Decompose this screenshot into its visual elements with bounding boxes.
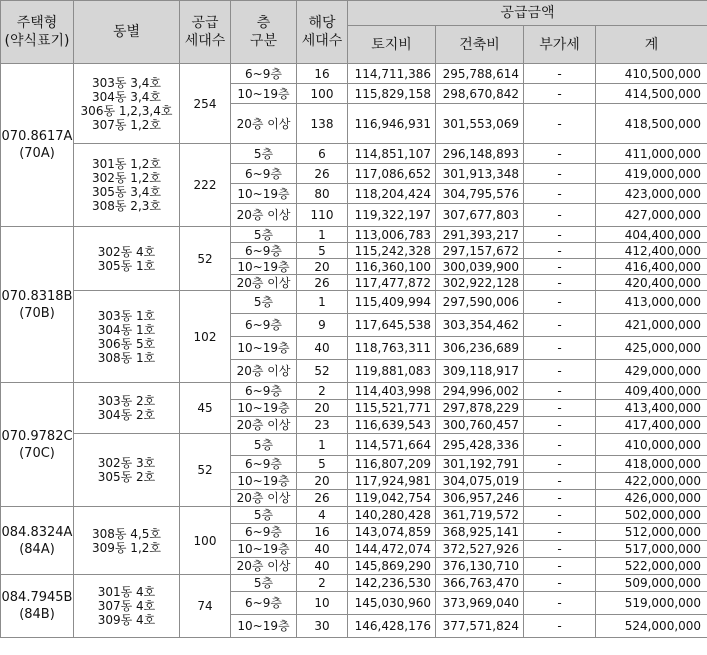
building-cost-cell: 302,922,128 (436, 275, 524, 291)
supply-units-cell: 45 (180, 383, 231, 434)
table-row (1, 291, 707, 314)
land-cost-cell: 119,881,083 (348, 360, 436, 383)
vat-cell: - (524, 259, 596, 275)
units-cell: 138 (297, 104, 348, 144)
building-cost-cell: 373,969,040 (436, 592, 524, 615)
total-price-cell: 413,400,000 (596, 400, 707, 417)
dong-label: 308동 2,3호 (92, 199, 161, 213)
land-cost-cell: 116,360,100 (348, 259, 436, 275)
vat-cell: - (524, 507, 596, 524)
dong-cell (74, 575, 180, 638)
units-cell: 40 (297, 337, 348, 360)
land-cost-cell: 114,851,107 (348, 144, 436, 164)
dong-label: 301동 1,2호 (92, 157, 161, 171)
units-cell: 100 (297, 84, 348, 104)
total-price-cell: 404,400,000 (596, 227, 707, 243)
dong-label: 303동 1호 (97, 308, 156, 323)
floor-cell: 5층 (231, 575, 297, 592)
land-cost-cell: 118,763,311 (348, 337, 436, 360)
vat-cell: - (524, 204, 596, 227)
dong-label: 305동 2호 (97, 470, 156, 484)
floor-cell: 10~19층 (231, 400, 297, 417)
vat-cell: - (524, 383, 596, 400)
dong-label: 302동 1,2호 (92, 171, 161, 185)
vat-cell: - (524, 291, 596, 314)
units-cell: 20 (297, 473, 348, 490)
total-price-cell: 414,500,000 (596, 84, 707, 104)
supply-units-cell: 254 (180, 64, 231, 144)
unit-type-short: (84B) (19, 607, 55, 622)
building-cost-cell: 307,677,803 (436, 204, 524, 227)
total-price-cell: 413,000,000 (596, 291, 707, 314)
floor-cell: 20층 이상 (231, 490, 297, 507)
total-price-cell: 416,400,000 (596, 259, 707, 275)
dong-cell (74, 383, 180, 434)
building-cost-cell: 376,130,710 (436, 558, 524, 575)
vat-cell: - (524, 104, 596, 144)
land-cost-cell: 117,477,872 (348, 275, 436, 291)
vat-cell: - (524, 541, 596, 558)
building-cost-cell: 301,913,348 (436, 164, 524, 184)
header-land: 토지비 (348, 26, 436, 64)
floor-cell: 20층 이상 (231, 275, 297, 291)
units-cell: 26 (297, 164, 348, 184)
unit-type-code: 084.7945B (1, 590, 73, 605)
total-price-cell: 418,500,000 (596, 104, 707, 144)
dong-label: 305동 1호 (97, 258, 156, 273)
table-row (1, 144, 707, 164)
unit-type-cell (1, 383, 74, 507)
building-cost-cell: 295,788,614 (436, 64, 524, 84)
building-cost-cell: 304,795,576 (436, 184, 524, 204)
unit-type-short: (70B) (19, 305, 55, 321)
vat-cell: - (524, 417, 596, 434)
land-cost-cell: 142,236,530 (348, 575, 436, 592)
floor-cell: 6~9층 (231, 592, 297, 615)
total-price-cell: 409,400,000 (596, 383, 707, 400)
vat-cell: - (524, 314, 596, 337)
header-floor: 층 구분 (231, 1, 297, 64)
unit-type-code: 070.9782C (1, 428, 73, 444)
unit-type-code: 070.8617A (1, 129, 73, 144)
floor-cell: 5층 (231, 227, 297, 243)
total-price-cell: 509,000,000 (596, 575, 707, 592)
floor-cell: 10~19층 (231, 473, 297, 490)
total-price-cell: 412,400,000 (596, 243, 707, 259)
floor-cell: 10~19층 (231, 259, 297, 275)
total-price-cell: 410,000,000 (596, 434, 707, 456)
floor-cell: 6~9층 (231, 243, 297, 259)
floor-cell: 5층 (231, 507, 297, 524)
floor-cell: 5층 (231, 144, 297, 164)
units-cell: 1 (297, 434, 348, 456)
building-cost-cell: 368,925,141 (436, 524, 524, 541)
dong-cell (74, 144, 180, 227)
header-type: 주택형 (약식표기) (1, 1, 74, 64)
units-cell: 6 (297, 144, 348, 164)
supply-units-cell: 52 (180, 434, 231, 507)
vat-cell: - (524, 592, 596, 615)
total-price-cell: 421,000,000 (596, 314, 707, 337)
units-cell: 52 (297, 360, 348, 383)
dong-cell (74, 434, 180, 507)
building-cost-cell: 306,236,689 (436, 337, 524, 360)
dong-label: 307동 1,2호 (92, 117, 161, 132)
header-building: 건축비 (436, 26, 524, 64)
table-row (1, 383, 707, 400)
building-cost-cell: 294,996,002 (436, 383, 524, 400)
dong-label: 309동 1,2호 (92, 540, 161, 555)
floor-cell: 10~19층 (231, 184, 297, 204)
building-cost-cell: 300,039,900 (436, 259, 524, 275)
table-row (1, 507, 707, 524)
land-cost-cell: 116,946,931 (348, 104, 436, 144)
floor-cell: 6~9층 (231, 524, 297, 541)
building-cost-cell: 298,670,842 (436, 84, 524, 104)
land-cost-cell: 116,807,209 (348, 456, 436, 473)
total-price-cell: 411,000,000 (596, 144, 707, 164)
units-cell: 16 (297, 64, 348, 84)
floor-cell: 10~19층 (231, 541, 297, 558)
land-cost-cell: 116,639,543 (348, 417, 436, 434)
building-cost-cell: 297,157,672 (436, 243, 524, 259)
table-row (1, 575, 707, 592)
building-cost-cell: 306,957,246 (436, 490, 524, 507)
units-cell: 4 (297, 507, 348, 524)
total-price-cell: 422,000,000 (596, 473, 707, 490)
dong-cell (74, 507, 180, 575)
table-row (1, 64, 707, 84)
floor-cell: 6~9층 (231, 164, 297, 184)
dong-label: 307동 4호 (97, 599, 156, 613)
floor-cell: 10~19층 (231, 84, 297, 104)
building-cost-cell: 291,393,217 (436, 227, 524, 243)
land-cost-cell: 115,242,328 (348, 243, 436, 259)
header-amount-group: 공급금액 (348, 1, 707, 26)
vat-cell: - (524, 456, 596, 473)
dong-label: 304동 2호 (97, 408, 156, 422)
land-cost-cell: 144,472,074 (348, 541, 436, 558)
unit-type-code: 070.8318B (1, 288, 73, 304)
land-cost-cell: 115,521,771 (348, 400, 436, 417)
land-cost-cell: 115,409,994 (348, 291, 436, 314)
land-cost-cell: 117,645,538 (348, 314, 436, 337)
building-cost-cell: 361,719,572 (436, 507, 524, 524)
total-price-cell: 417,400,000 (596, 417, 707, 434)
vat-cell: - (524, 490, 596, 507)
units-cell: 10 (297, 592, 348, 615)
building-cost-cell: 301,192,791 (436, 456, 524, 473)
units-cell: 110 (297, 204, 348, 227)
units-cell: 20 (297, 259, 348, 275)
building-cost-cell: 301,553,069 (436, 104, 524, 144)
building-cost-cell: 303,354,462 (436, 314, 524, 337)
building-cost-cell: 295,428,336 (436, 434, 524, 456)
total-price-cell: 519,000,000 (596, 592, 707, 615)
units-cell: 9 (297, 314, 348, 337)
dong-label: 302동 4호 (97, 244, 156, 259)
dong-label: 303동 3,4호 (92, 75, 161, 90)
floor-cell: 5층 (231, 434, 297, 456)
dong-label: 306동 1,2,3,4호 (80, 103, 173, 118)
vat-cell: - (524, 184, 596, 204)
unit-type-short: (84A) (19, 541, 55, 557)
floor-cell: 10~19층 (231, 615, 297, 638)
land-cost-cell: 114,711,386 (348, 64, 436, 84)
dong-label: 304동 3,4호 (92, 89, 161, 104)
header-vat: 부가세 (524, 26, 596, 64)
vat-cell: - (524, 524, 596, 541)
floor-cell: 6~9층 (231, 456, 297, 473)
land-cost-cell: 145,869,290 (348, 558, 436, 575)
vat-cell: - (524, 360, 596, 383)
vat-cell: - (524, 434, 596, 456)
floor-cell: 20층 이상 (231, 104, 297, 144)
dong-label: 306동 5호 (97, 336, 156, 351)
unit-type-cell (1, 575, 74, 638)
total-price-cell: 419,000,000 (596, 164, 707, 184)
total-price-cell: 427,000,000 (596, 204, 707, 227)
vat-cell: - (524, 64, 596, 84)
floor-cell: 10~19층 (231, 337, 297, 360)
dong-label: 304동 1호 (97, 322, 156, 337)
total-price-cell: 426,000,000 (596, 490, 707, 507)
land-cost-cell: 146,428,176 (348, 615, 436, 638)
dong-label: 302동 3호 (97, 456, 156, 470)
vat-cell: - (524, 615, 596, 638)
unit-type-cell (1, 64, 74, 227)
unit-type-cell (1, 227, 74, 383)
vat-cell: - (524, 337, 596, 360)
building-cost-cell: 297,878,229 (436, 400, 524, 417)
vat-cell: - (524, 575, 596, 592)
units-cell: 5 (297, 456, 348, 473)
units-cell: 40 (297, 541, 348, 558)
units-cell: 2 (297, 575, 348, 592)
land-cost-cell: 117,086,652 (348, 164, 436, 184)
dong-label: 309동 4호 (97, 613, 156, 627)
floor-cell: 20층 이상 (231, 204, 297, 227)
floor-cell: 20층 이상 (231, 360, 297, 383)
vat-cell: - (524, 400, 596, 417)
units-cell: 1 (297, 291, 348, 314)
land-cost-cell: 145,030,960 (348, 592, 436, 615)
table-row (1, 227, 707, 243)
vat-cell: - (524, 84, 596, 104)
units-cell: 26 (297, 490, 348, 507)
header-units: 해당 세대수 (297, 1, 348, 64)
unit-type-short: (70A) (19, 146, 55, 161)
header-dong: 동별 (74, 1, 180, 64)
land-cost-cell: 119,042,754 (348, 490, 436, 507)
floor-cell: 5층 (231, 291, 297, 314)
building-cost-cell: 377,571,824 (436, 615, 524, 638)
building-cost-cell: 296,148,893 (436, 144, 524, 164)
units-cell: 1 (297, 227, 348, 243)
floor-cell: 6~9층 (231, 314, 297, 337)
table-body (1, 64, 707, 638)
building-cost-cell: 309,118,917 (436, 360, 524, 383)
dong-cell (74, 64, 180, 144)
units-cell: 20 (297, 400, 348, 417)
land-cost-cell: 114,571,664 (348, 434, 436, 456)
floor-cell: 20층 이상 (231, 558, 297, 575)
dong-label: 308동 1호 (97, 350, 156, 365)
total-price-cell: 512,000,000 (596, 524, 707, 541)
units-cell: 40 (297, 558, 348, 575)
vat-cell: - (524, 275, 596, 291)
land-cost-cell: 114,403,998 (348, 383, 436, 400)
floor-cell: 6~9층 (231, 383, 297, 400)
total-price-cell: 502,000,000 (596, 507, 707, 524)
land-cost-cell: 113,006,783 (348, 227, 436, 243)
total-price-cell: 524,000,000 (596, 615, 707, 638)
header-supply-units: 공급 세대수 (180, 1, 231, 64)
units-cell: 30 (297, 615, 348, 638)
total-price-cell: 429,000,000 (596, 360, 707, 383)
units-cell: 23 (297, 417, 348, 434)
header-total: 계 (596, 26, 707, 64)
total-price-cell: 522,000,000 (596, 558, 707, 575)
vat-cell: - (524, 227, 596, 243)
units-cell: 26 (297, 275, 348, 291)
building-cost-cell: 304,075,019 (436, 473, 524, 490)
dong-label: 308동 4,5호 (92, 526, 161, 541)
dong-label: 305동 3,4호 (92, 185, 161, 199)
total-price-cell: 517,000,000 (596, 541, 707, 558)
supply-units-cell: 52 (180, 227, 231, 291)
building-cost-cell: 372,527,926 (436, 541, 524, 558)
vat-cell: - (524, 558, 596, 575)
total-price-cell: 418,000,000 (596, 456, 707, 473)
total-price-cell: 410,500,000 (596, 64, 707, 84)
floor-cell: 20층 이상 (231, 417, 297, 434)
total-price-cell: 420,400,000 (596, 275, 707, 291)
land-cost-cell: 119,322,197 (348, 204, 436, 227)
dong-label: 301동 4호 (97, 585, 156, 599)
building-cost-cell: 300,760,457 (436, 417, 524, 434)
units-cell: 80 (297, 184, 348, 204)
supply-units-cell: 102 (180, 291, 231, 383)
dong-cell (74, 227, 180, 291)
total-price-cell: 423,000,000 (596, 184, 707, 204)
building-cost-cell: 366,763,470 (436, 575, 524, 592)
land-cost-cell: 140,280,428 (348, 507, 436, 524)
supply-units-cell: 100 (180, 507, 231, 575)
dong-label: 303동 2호 (97, 394, 156, 408)
land-cost-cell: 117,924,981 (348, 473, 436, 490)
vat-cell: - (524, 144, 596, 164)
vat-cell: - (524, 243, 596, 259)
supply-units-cell: 74 (180, 575, 231, 638)
floor-cell: 6~9층 (231, 64, 297, 84)
land-cost-cell: 115,829,158 (348, 84, 436, 104)
units-cell: 16 (297, 524, 348, 541)
dong-cell (74, 291, 180, 383)
unit-type-code: 084.8324A (1, 524, 73, 540)
building-cost-cell: 297,590,006 (436, 291, 524, 314)
table-row (1, 434, 707, 456)
vat-cell: - (524, 164, 596, 184)
total-price-cell: 425,000,000 (596, 337, 707, 360)
unit-type-cell (1, 507, 74, 575)
supply-units-cell: 222 (180, 144, 231, 227)
land-cost-cell: 118,204,424 (348, 184, 436, 204)
units-cell: 5 (297, 243, 348, 259)
vat-cell: - (524, 473, 596, 490)
units-cell: 2 (297, 383, 348, 400)
unit-type-short: (70C) (19, 445, 55, 461)
land-cost-cell: 143,074,859 (348, 524, 436, 541)
